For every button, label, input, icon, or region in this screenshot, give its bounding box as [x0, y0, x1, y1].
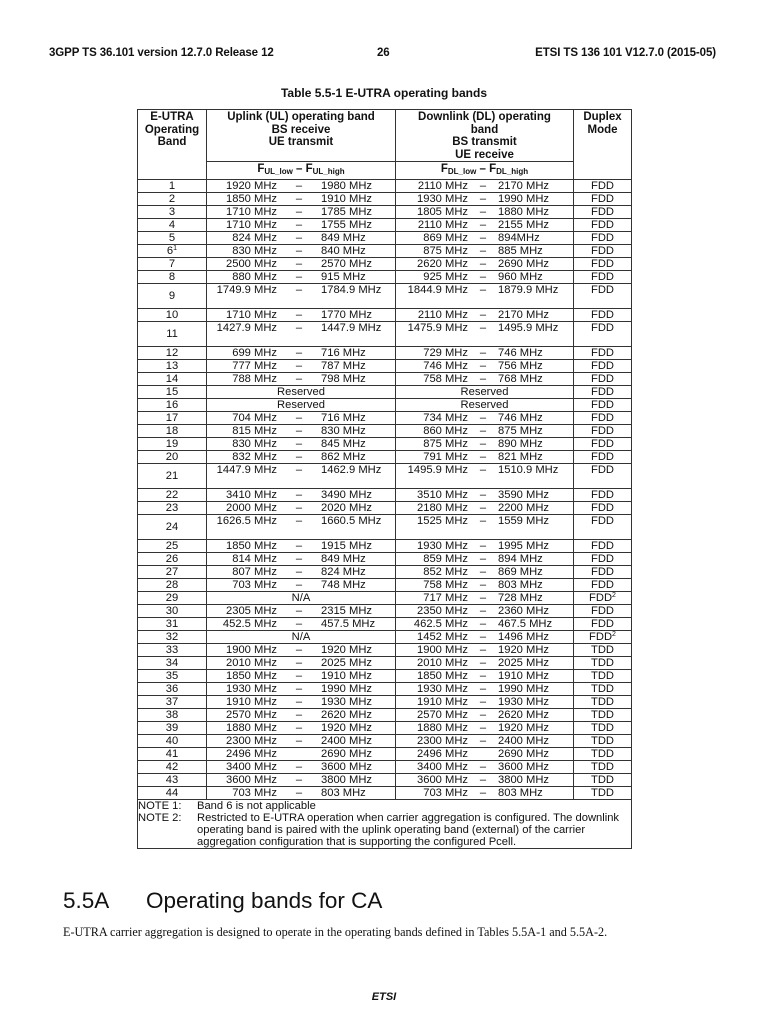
table-row [138, 786, 632, 799]
uplink-cell: 1447.9 MHz – 1462.9 MHz [207, 463, 396, 488]
duplex-cell: FDD [574, 321, 632, 346]
downlink-cell: 791 MHz – 821 MHz [396, 450, 574, 463]
table-row [138, 321, 632, 346]
band-cell: 26 [138, 552, 207, 565]
downlink-cell: 734 MHz – 746 MHz [396, 411, 574, 424]
uplink-cell: 1626.5 MHz – 1660.5 MHz [207, 514, 396, 539]
table-row [138, 682, 632, 695]
duplex-cell: TDD [574, 643, 632, 656]
table-row [138, 244, 632, 257]
duplex-cell: FDD [574, 179, 632, 192]
table-row [138, 346, 632, 359]
table-row [138, 539, 632, 552]
duplex-cell: FDD [574, 218, 632, 231]
uplink-cell: 824 MHz – 849 MHz [207, 231, 396, 244]
duplex-cell: FDD [574, 257, 632, 270]
duplex-cell: TDD [574, 656, 632, 669]
duplex-cell: FDD [574, 205, 632, 218]
table-row [138, 773, 632, 786]
duplex-cell: FDD$^2$ [574, 591, 632, 604]
downlink-cell: 3510 MHz – 3590 MHz [396, 488, 574, 501]
band-cell: 3 [138, 205, 207, 218]
downlink-cell: 758 MHz – 803 MHz [396, 578, 574, 591]
table-row [138, 669, 632, 682]
downlink-cell: 1525 MHz – 1559 MHz [396, 514, 574, 539]
table-row [138, 565, 632, 578]
table-row [138, 656, 632, 669]
uplink-cell: 1427.9 MHz – 1447.9 MHz [207, 321, 396, 346]
uplink-cell: 1710 MHz – 1755 MHz [207, 218, 396, 231]
table-row [138, 308, 632, 321]
duplex-cell: TDD [574, 773, 632, 786]
duplex-cell: FDD [574, 283, 632, 308]
band-cell: 34 [138, 656, 207, 669]
downlink-cell: Reserved [396, 398, 574, 411]
duplex-cell: TDD [574, 682, 632, 695]
table-row [138, 591, 632, 604]
downlink-cell: 1880 MHz – 1920 MHz [396, 721, 574, 734]
band-cell: 27 [138, 565, 207, 578]
uplink-cell: 1710 MHz – 1770 MHz [207, 308, 396, 321]
band-cell: 31 [138, 617, 207, 630]
band-cell: 10 [138, 308, 207, 321]
band-cell: 5 [138, 231, 207, 244]
table-row [138, 552, 632, 565]
band-cell: 22 [138, 488, 207, 501]
table-row [138, 501, 632, 514]
note-1: NOTE 1: Band 6 is not applicable [138, 799, 316, 812]
band-cell: 20 [138, 450, 207, 463]
band-cell: 16 [138, 398, 207, 411]
table-row [138, 411, 632, 424]
footer-etsi: ETSI [371, 991, 397, 1003]
header-downlink: Downlink (DL) operating band BS transmit UE receive [396, 110, 574, 162]
downlink-cell: 758 MHz – 768 MHz [396, 372, 574, 385]
table-row [138, 398, 632, 411]
duplex-cell: FDD [574, 617, 632, 630]
note-2: NOTE 2: Restricted to E-UTRA operation when carrier aggregation is configured. The downlink operating band is paired with the uplink operating band (external) of the carrier aggregation configuration that is supporting the configured Pcell. [138, 811, 620, 848]
downlink-cell: 1900 MHz – 1920 MHz [396, 643, 574, 656]
duplex-cell: FDD [574, 424, 632, 437]
band-cell: 17 [138, 411, 207, 424]
doc-header-left: 3GPP TS 36.101 version 12.7.0 Release 12 [49, 47, 274, 59]
section-heading [63, 888, 382, 914]
uplink-cell: 2305 MHz – 2315 MHz [207, 604, 396, 617]
table-row [138, 578, 632, 591]
uplink-cell: 3600 MHz – 3800 MHz [207, 773, 396, 786]
table-notes [138, 799, 632, 848]
uplink-cell: Reserved [207, 385, 396, 398]
uplink-cell: 2010 MHz – 2025 MHz [207, 656, 396, 669]
duplex-cell: FDD [574, 437, 632, 450]
downlink-cell: 1930 MHz – 1990 MHz [396, 192, 574, 205]
band-cell: 35 [138, 669, 207, 682]
table-subheader-row [138, 162, 632, 180]
downlink-cell: 3600 MHz – 3800 MHz [396, 773, 574, 786]
band-cell: 23 [138, 501, 207, 514]
downlink-cell: 1475.9 MHz – 1495.9 MHz [396, 321, 574, 346]
uplink-cell: Reserved [207, 398, 396, 411]
downlink-cell: 2570 MHz – 2620 MHz [396, 708, 574, 721]
table-row [138, 359, 632, 372]
duplex-cell: FDD [574, 539, 632, 552]
table-row [138, 695, 632, 708]
band-cell: 2 [138, 192, 207, 205]
band-cell: 4 [138, 218, 207, 231]
uplink-cell: 1920 MHz – 1980 MHz [207, 179, 396, 192]
table-row [138, 721, 632, 734]
downlink-cell: 860 MHz – 875 MHz [396, 424, 574, 437]
section-number: 5.5A [63, 888, 110, 913]
table-row [138, 372, 632, 385]
uplink-cell: 452.5 MHz – 457.5 MHz [207, 617, 396, 630]
duplex-cell: TDD [574, 734, 632, 747]
downlink-cell: 2110 MHz – 2170 MHz [396, 179, 574, 192]
band-cell: 7 [138, 257, 207, 270]
table-row [138, 643, 632, 656]
band-cell: 28 [138, 578, 207, 591]
band-cell: 37 [138, 695, 207, 708]
uplink-cell: 815 MHz – 830 MHz [207, 424, 396, 437]
duplex-cell: FDD [574, 501, 632, 514]
duplex-cell: FDD [574, 604, 632, 617]
uplink-cell: 814 MHz – 849 MHz [207, 552, 396, 565]
table-row [138, 437, 632, 450]
table-row [138, 424, 632, 437]
table-row [138, 604, 632, 617]
uplink-cell: 788 MHz – 798 MHz [207, 372, 396, 385]
duplex-cell: TDD [574, 721, 632, 734]
uplink-cell: 2000 MHz – 2020 MHz [207, 501, 396, 514]
downlink-cell: 2620 MHz – 2690 MHz [396, 257, 574, 270]
page-number: 26 [377, 47, 390, 59]
band-cell: 33 [138, 643, 207, 656]
downlink-cell: 3400 MHz – 3600 MHz [396, 760, 574, 773]
duplex-cell: FDD [574, 346, 632, 359]
duplex-cell: TDD [574, 695, 632, 708]
duplex-cell: TDD [574, 747, 632, 760]
table-row [138, 218, 632, 231]
table-row [138, 760, 632, 773]
uplink-cell: 3410 MHz – 3490 MHz [207, 488, 396, 501]
table-row [138, 488, 632, 501]
uplink-cell: 1710 MHz – 1785 MHz [207, 205, 396, 218]
duplex-cell: TDD [574, 760, 632, 773]
uplink-cell: 807 MHz – 824 MHz [207, 565, 396, 578]
downlink-cell: 1805 MHz – 1880 MHz [396, 205, 574, 218]
band-cell: 42 [138, 760, 207, 773]
uplink-cell: 832 MHz – 862 MHz [207, 450, 396, 463]
duplex-cell: FDD [574, 488, 632, 501]
downlink-cell: 875 MHz – 890 MHz [396, 437, 574, 450]
table-row [138, 231, 632, 244]
section-paragraph: E-UTRA carrier aggregation is designed to operate in the operating bands defined in Tables 5.5A-1 and 5.5A-2. [63, 925, 608, 939]
uplink-cell: 703 MHz – 803 MHz [207, 786, 396, 799]
uplink-cell: 880 MHz – 915 MHz [207, 270, 396, 283]
downlink-cell: 852 MHz – 869 MHz [396, 565, 574, 578]
downlink-cell: 2110 MHz – 2155 MHz [396, 218, 574, 231]
uplink-cell: N/A [207, 630, 396, 643]
uplink-cell: 1900 MHz – 1920 MHz [207, 643, 396, 656]
uplink-cell: 2500 MHz – 2570 MHz [207, 257, 396, 270]
downlink-cell: 2010 MHz – 2025 MHz [396, 656, 574, 669]
uplink-cell: 830 MHz – 840 MHz [207, 244, 396, 257]
downlink-cell: Reserved [396, 385, 574, 398]
band-cell: 11 [138, 321, 207, 346]
uplink-cell: 1850 MHz – 1910 MHz [207, 669, 396, 682]
band-cell: 14 [138, 372, 207, 385]
band-cell: 32 [138, 630, 207, 643]
table-row [138, 747, 632, 760]
duplex-cell: TDD [574, 669, 632, 682]
table-row [138, 283, 632, 308]
table-row [138, 385, 632, 398]
header-ul-range: $F_{UL\_low} - F_{UL\_high}$ [207, 162, 396, 180]
uplink-cell: 1930 MHz – 1990 MHz [207, 682, 396, 695]
uplink-cell: 830 MHz – 845 MHz [207, 437, 396, 450]
downlink-cell: 869 MHz – 894MHz [396, 231, 574, 244]
table-header-row [138, 110, 632, 162]
band-cell: 44 [138, 786, 207, 799]
table-row [138, 270, 632, 283]
band-cell: 43 [138, 773, 207, 786]
table-body [138, 179, 632, 799]
downlink-cell: 2180 MHz – 2200 MHz [396, 501, 574, 514]
downlink-cell: 875 MHz – 885 MHz [396, 244, 574, 257]
uplink-cell: 1749.9 MHz – 1784.9 MHz [207, 283, 396, 308]
duplex-cell: FDD [574, 552, 632, 565]
table-row [138, 179, 632, 192]
band-cell: 9 [138, 283, 207, 308]
table-row [138, 630, 632, 643]
band-cell: 30 [138, 604, 207, 617]
band-cell: 1 [138, 179, 207, 192]
band-cell: $6^1$ [138, 244, 207, 257]
header-uplink: Uplink (UL) operating band BS receive UE transmit [207, 110, 396, 162]
duplex-cell: FDD [574, 578, 632, 591]
duplex-cell: FDD$^2$ [574, 630, 632, 643]
band-cell: 24 [138, 514, 207, 539]
table-row [138, 257, 632, 270]
duplex-cell: FDD [574, 450, 632, 463]
table-row [138, 463, 632, 488]
table-row [138, 708, 632, 721]
section-title: Operating bands for CA [146, 888, 383, 913]
downlink-cell: 1930 MHz – 1995 MHz [396, 539, 574, 552]
downlink-cell: 746 MHz – 756 MHz [396, 359, 574, 372]
table-row [138, 192, 632, 205]
duplex-cell: FDD [574, 463, 632, 488]
table-row [138, 514, 632, 539]
header-duplex: Duplex Mode [574, 110, 632, 180]
uplink-cell: 1910 MHz – 1930 MHz [207, 695, 396, 708]
downlink-cell: 1930 MHz – 1990 MHz [396, 682, 574, 695]
band-cell: 38 [138, 708, 207, 721]
band-cell: 29 [138, 591, 207, 604]
downlink-cell: 2496 MHz 2690 MHz [396, 747, 574, 760]
uplink-cell: 777 MHz – 787 MHz [207, 359, 396, 372]
duplex-cell: FDD [574, 244, 632, 257]
uplink-cell: 2570 MHz – 2620 MHz [207, 708, 396, 721]
duplex-cell: TDD [574, 708, 632, 721]
duplex-cell: FDD [574, 398, 632, 411]
notes-row [138, 799, 632, 848]
table-row [138, 734, 632, 747]
uplink-cell: 703 MHz – 748 MHz [207, 578, 396, 591]
band-cell: 25 [138, 539, 207, 552]
header-dl-range: $F_{DL\_low} - F_{DL\_high}$ [396, 162, 574, 180]
band-cell: 12 [138, 346, 207, 359]
duplex-cell: TDD [574, 786, 632, 799]
band-cell: 21 [138, 463, 207, 488]
uplink-cell: 2496 MHz 2690 MHz [207, 747, 396, 760]
duplex-cell: FDD [574, 359, 632, 372]
duplex-cell: FDD [574, 308, 632, 321]
downlink-cell: 729 MHz – 746 MHz [396, 346, 574, 359]
band-cell: 8 [138, 270, 207, 283]
uplink-cell: 1850 MHz – 1915 MHz [207, 539, 396, 552]
uplink-cell: 699 MHz – 716 MHz [207, 346, 396, 359]
band-cell: 36 [138, 682, 207, 695]
downlink-cell: 2110 MHz – 2170 MHz [396, 308, 574, 321]
band-cell: 40 [138, 734, 207, 747]
downlink-cell: 1452 MHz – 1496 MHz [396, 630, 574, 643]
downlink-cell: 2350 MHz – 2360 MHz [396, 604, 574, 617]
duplex-cell: FDD [574, 270, 632, 283]
header-band: E-UTRA Operating Band [138, 110, 207, 180]
uplink-cell: 1850 MHz – 1910 MHz [207, 192, 396, 205]
downlink-cell: 1844.9 MHz – 1879.9 MHz [396, 283, 574, 308]
doc-header-right: ETSI TS 136 101 V12.7.0 (2015-05) [535, 47, 716, 59]
downlink-cell: 2300 MHz – 2400 MHz [396, 734, 574, 747]
table-row [138, 617, 632, 630]
band-cell: 13 [138, 359, 207, 372]
downlink-cell: 859 MHz – 894 MHz [396, 552, 574, 565]
uplink-cell: 1880 MHz – 1920 MHz [207, 721, 396, 734]
band-cell: 41 [138, 747, 207, 760]
downlink-cell: 1850 MHz – 1910 MHz [396, 669, 574, 682]
duplex-cell: FDD [574, 385, 632, 398]
band-cell: 19 [138, 437, 207, 450]
duplex-cell: FDD [574, 231, 632, 244]
downlink-cell: 925 MHz – 960 MHz [396, 270, 574, 283]
downlink-cell: 717 MHz – 728 MHz [396, 591, 574, 604]
duplex-cell: FDD [574, 372, 632, 385]
uplink-cell: 704 MHz – 716 MHz [207, 411, 396, 424]
table-row [138, 450, 632, 463]
duplex-cell: FDD [574, 192, 632, 205]
duplex-cell: FDD [574, 411, 632, 424]
downlink-cell: 462.5 MHz – 467.5 MHz [396, 617, 574, 630]
band-cell: 39 [138, 721, 207, 734]
downlink-cell: 703 MHz – 803 MHz [396, 786, 574, 799]
band-cell: 15 [138, 385, 207, 398]
band-cell: 18 [138, 424, 207, 437]
operating-bands-table [137, 109, 632, 849]
uplink-cell: 2300 MHz – 2400 MHz [207, 734, 396, 747]
table-row [138, 205, 632, 218]
duplex-cell: FDD [574, 565, 632, 578]
uplink-cell: 3400 MHz – 3600 MHz [207, 760, 396, 773]
table-caption: Table 5.5-1 E-UTRA operating bands [280, 86, 488, 100]
duplex-cell: FDD [574, 514, 632, 539]
uplink-cell: N/A [207, 591, 396, 604]
downlink-cell: 1495.9 MHz – 1510.9 MHz [396, 463, 574, 488]
downlink-cell: 1910 MHz – 1930 MHz [396, 695, 574, 708]
